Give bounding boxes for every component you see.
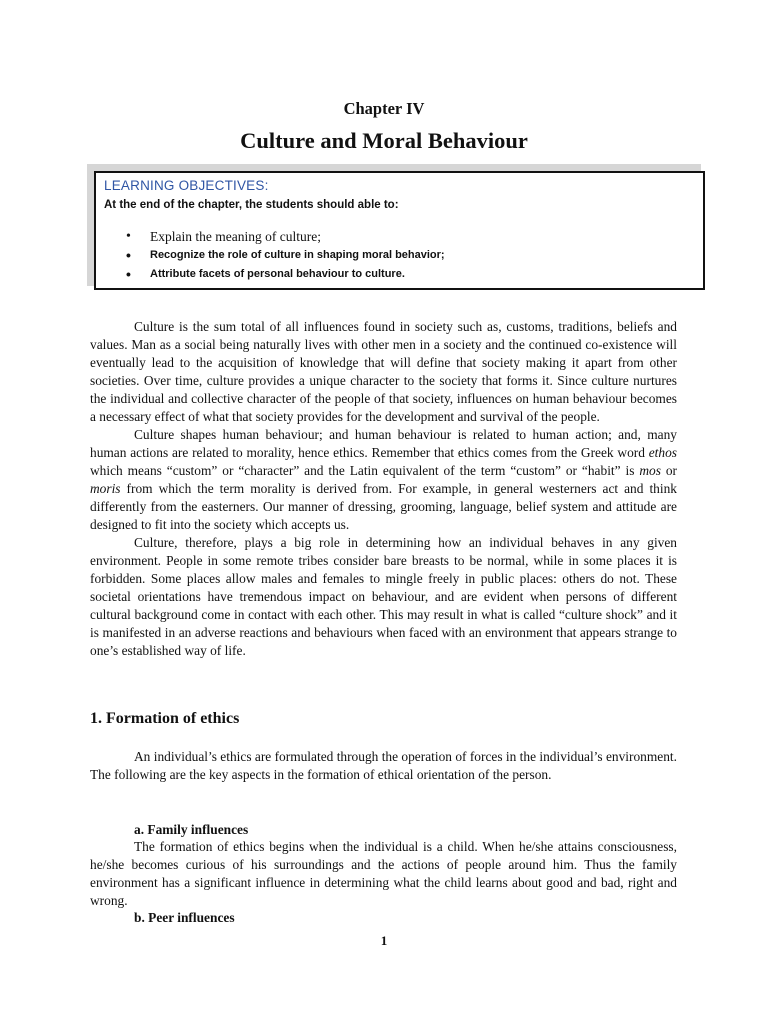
paragraph-text: which means “custom” or “character” and the Latin equivalent of the term “custom” or “habit” is [90,463,640,478]
section-heading: 1. Formation of ethics [90,710,240,727]
objectives-heading: LEARNING OBJECTIVES: [104,178,269,193]
term-mos: mos [639,463,661,478]
paragraph-text: from which the term morality is derived from. For example, in general westerners act and think differently from the easterners. Our manner of dressing, grooming, language, belief system and attitude are designed to fit into the society which accepts us. [90,481,677,532]
page-number: 1 [380,933,388,948]
paragraph-text: or [660,463,677,478]
objective-item: • Attribute facets of personal behaviour to culture. [122,265,445,284]
paragraph-family-influences: The formation of ethics begins when the individual is a child. When he/she attains consciousness, he/she becomes curious of his surroundings and the actions of people around him. Thus the family environment has a significant influence in determining what the child learns about good and bad, right and wrong. [90,839,677,908]
term-ethos: ethos [648,445,677,460]
term-moris: moris [90,481,121,496]
chapter-title: Culture and Moral Behaviour [240,128,528,153]
body-text-block [90,318,677,660]
subheading-peer-influences: b. Peer influences [134,910,235,925]
paragraph-ethics-formation: An individual’s ethics are formulated through the operation of forces in the individual’s environment. The following are the key aspects in the formation of ethical orientation of the person. [90,749,677,782]
paragraph-text: Culture shapes human behaviour; and human behaviour is related to human action; and, many human actions are related to morality, hence ethics. Remember that ethics comes from the Greek word [90,427,677,460]
subheading-family-influences: a. Family influences [134,822,249,837]
objective-item: • Explain the meaning of culture; [122,227,445,246]
objectives-list [122,227,445,284]
objective-item: • Recognize the role of culture in shaping moral behavior; [122,246,445,265]
learning-objectives-box [94,171,705,290]
chapter-label: Chapter IV [343,99,425,118]
objectives-intro: At the end of the chapter, the students should able to: [104,199,399,211]
paragraph-culture-definition: Culture is the sum total of all influences found in society such as, customs, traditions, beliefs and values. Man as a social being naturally lives with other men in a society and the continued co-existence will eventually lead to the acquisition of knowledge that will define that society making it apart from other societies. Over time, culture provides a unique character to the society that forms it. Since culture nurtures the individual and collective character of the people of that society, influences on human behaviour becomes a necessary effect of what that society provides for the development and survival of the people. [90,319,677,424]
paragraph-culture-role: Culture, therefore, plays a big role in determining how an individual behaves in any given environment. People in some remote tribes consider bare breasts to be normal, while in some places it is forbidden. Some places allow males and females to mingle freely in public places: others do not. These societal orientations have tremendous impact on behaviour, and are evident when persons of different cultural background come in contact with each other. This may result in what is called “culture shock” and it is manifested in an adverse reactions and behaviours when faced with an environment that appears strange to one’s established way of life. [90,535,677,658]
paragraph-culture-shapes-behaviour [90,426,677,534]
